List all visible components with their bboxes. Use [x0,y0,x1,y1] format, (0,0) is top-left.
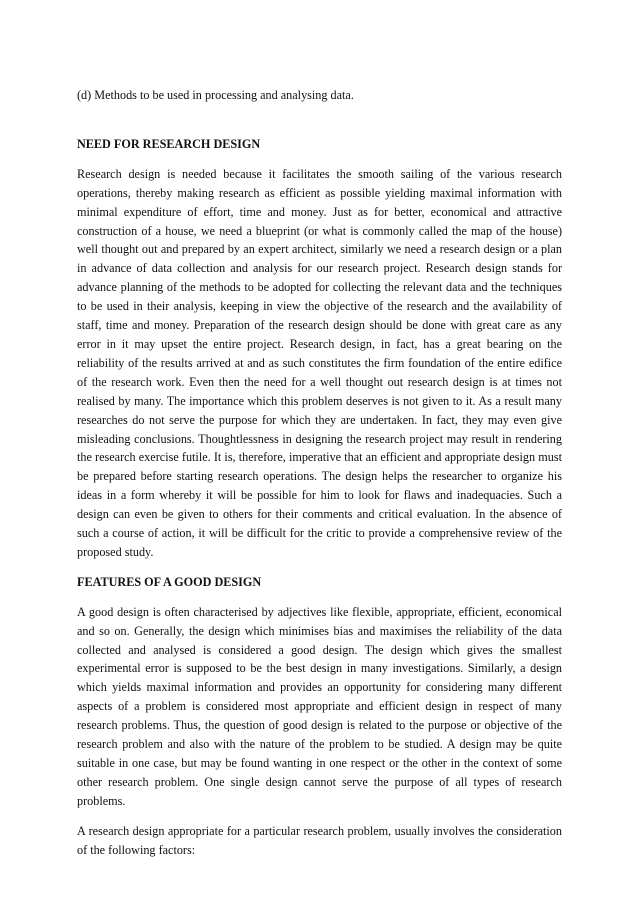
section-paragraph-features-1: A good design is often characterised by adjectives like flexible, appropriate, efficient, economical and so on. Generally, the design which minimises bias and maximises the reliability of the data collected and analysed is considered a good design. The design which gives the smallest experimental error is supposed to be the best design in many investigations. Similarly, a design which yields maximal information and provides an opportunity for considering many different aspects of a problem is considered most appropriate and efficient design in respect of many research problems. Thus, the question of good design is related to the purpose or objective of the research problem and also with the nature of the problem to be studied. A design may be quite suitable in one case, but may be found wanting in one respect or the other in the context of some other research problem. One single design cannot serve the purpose of all types of research problems. [77,604,562,808]
section-paragraph-features-2: A research design appropriate for a particular research problem, usually involves the consideration of the following factors: [77,823,562,857]
page-content [77,86,562,860]
section-heading-features-of-good-design: FEATURES OF A GOOD DESIGN [77,574,262,589]
intro-line: (d) Methods to be used in processing and analysing data. [77,88,354,102]
section-heading-need-for-research-design: NEED FOR RESEARCH DESIGN [77,136,261,151]
section-paragraph-need-for-research-design: Research design is needed because it facilitates the smooth sailing of the various research operations, thereby making research as efficient as possible yielding maximal information with minimal expenditure of effort, time and money. Just as for better, economical and attractive construction of a house, we need a blueprint (or what is commonly called the map of the house) well thought out and prepared by an expert architect, similarly we need a research design or a plan in advance of data collection and analysis for our research project. Research design stands for advance planning of the methods to be adopted for collecting the relevant data and the techniques to be used in their analysis, keeping in view the objective of the research and the availability of staff, time and money. Preparation of the research design should be done with great care as any error in it may upset the entire project. Research design, in fact, has a great bearing on the reliability of the results arrived at and as such constitutes the firm foundation of the entire edifice of the research work. Even then the need for a well thought out research design is at times not realised by many. The importance which this problem deserves is not given to it. As a result many researches do not serve the purpose for which they are undertaken. In fact, they may even give misleading conclusions. Thoughtlessness in designing the research project may result in rendering the research exercise futile. It is, therefore, imperative that an efficient and appropriate design must be prepared before starting research operations. The design helps the researcher to organize his ideas in a form whereby it will be possible for him to look for flaws and inadequacies. Such a design can even be given to others for their comments and critical evaluation. In the absence of such a course of action, it will be difficult for the critic to provide a comprehensive review of the proposed study. [77,166,562,559]
